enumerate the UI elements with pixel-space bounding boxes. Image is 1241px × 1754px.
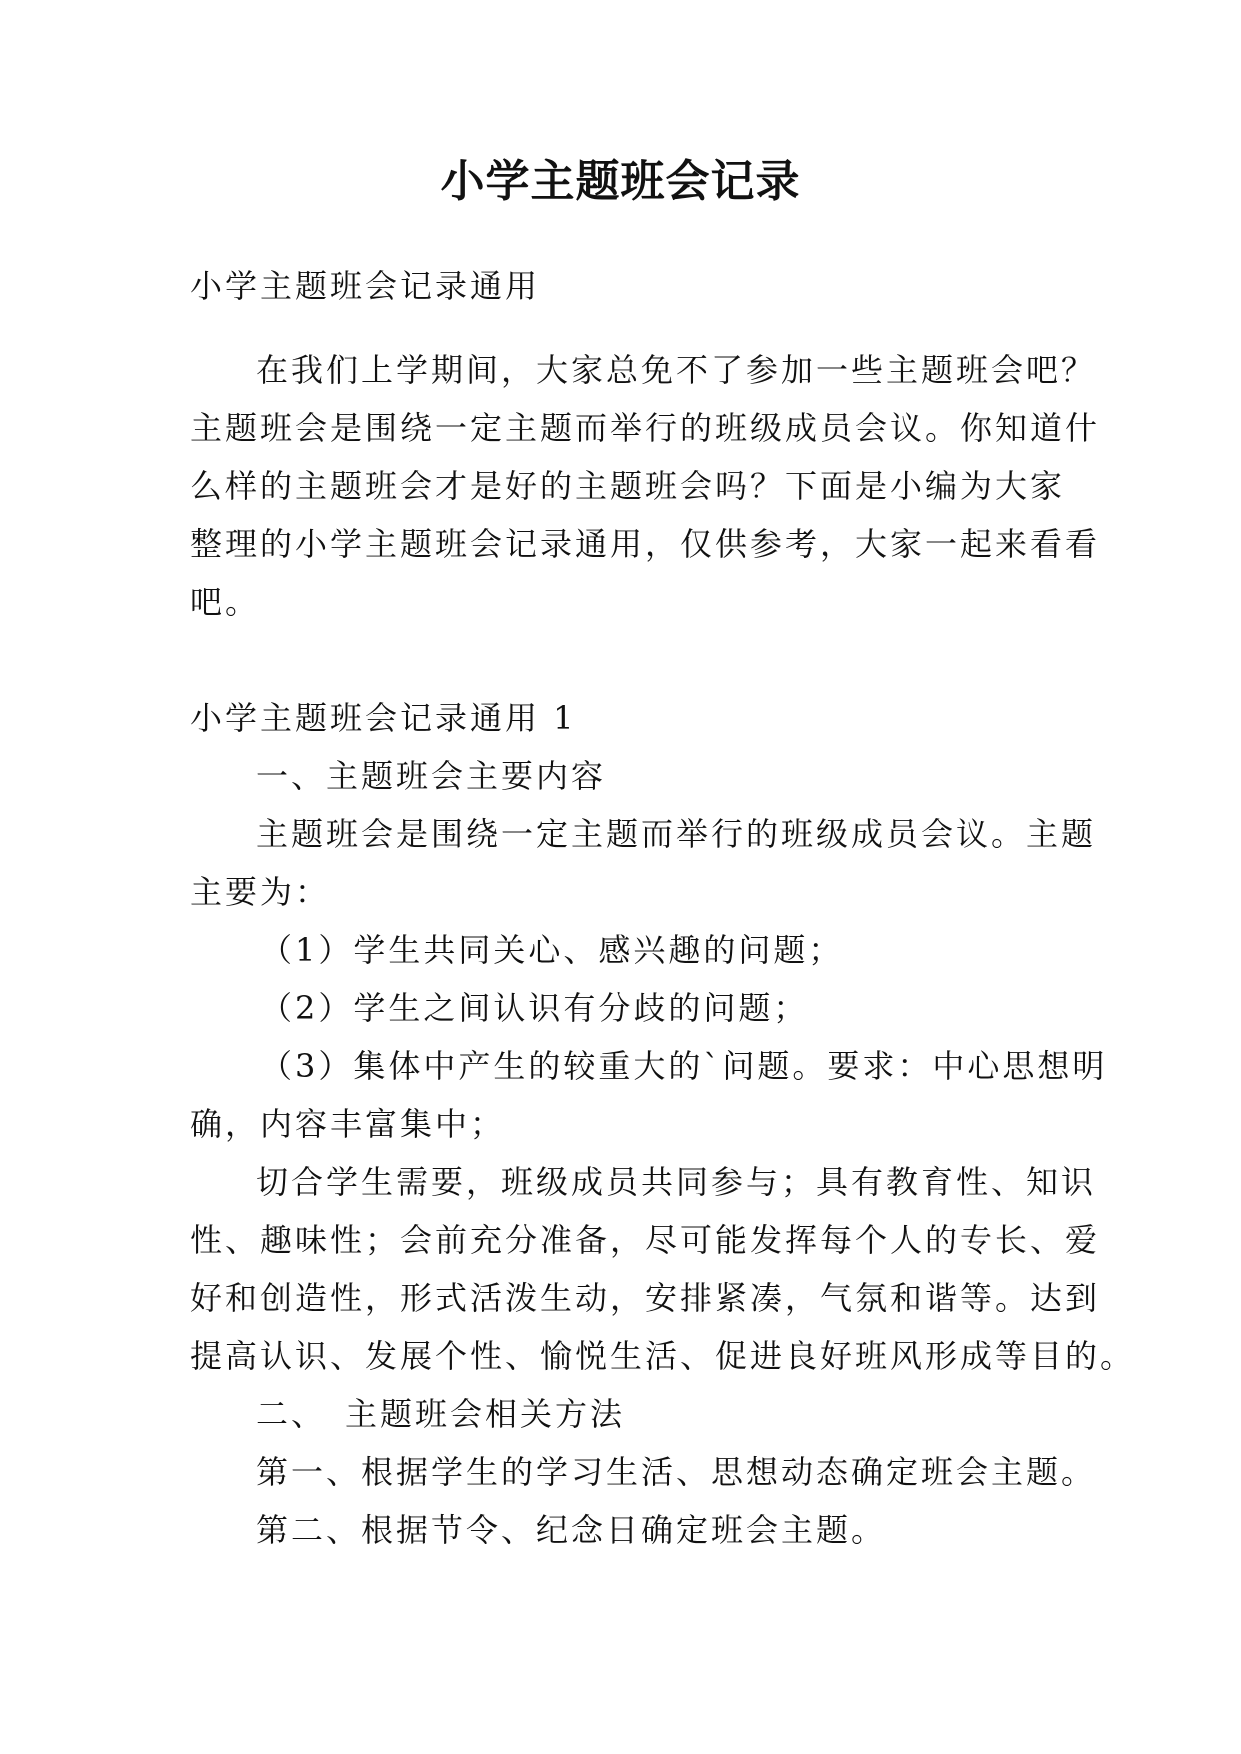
section-line-12: 二、 主题班会相关方法 [256,1395,626,1433]
intro-line-1: 在我们上学期间，大家总免不了参加一些主题班会吧？ [256,351,1097,389]
section-line-14: 第二、根据节令、纪念日确定班会主题。 [256,1511,887,1549]
section-line-9: 性、趣味性；会前充分准备，尽可能发挥每个人的专长、爱 [190,1221,1101,1259]
document-subtitle: 小学主题班会记录通用 [190,267,541,305]
section-line-3: 主要为： [190,873,331,911]
section-line-8: 切合学生需要，班级成员共同参与；具有教育性、知识 [256,1163,1097,1201]
intro-line-5: 吧。 [190,583,261,621]
section-line-5: （2）学生之间认识有分歧的问题； [260,989,809,1027]
intro-line-4: 整理的小学主题班会记录通用，仅供参考，大家一起来看看 [190,525,1101,563]
section-heading: 小学主题班会记录通用 1 [190,699,577,737]
section-line-4: （1）学生共同关心、感兴趣的问题； [260,931,844,969]
intro-line-2: 主题班会是围绕一定主题而举行的班级成员会议。你知道什 [190,409,1101,447]
section-line-11: 提高认识、发展个性、愉悦生活、促进良好班风形成等目的。 [190,1337,1136,1375]
section-line-2: 主题班会是围绕一定主题而举行的班级成员会议。主题 [256,815,1097,853]
document-title: 小学主题班会记录 [440,156,801,207]
section-line-13: 第一、根据学生的学习生活、思想动态确定班会主题。 [256,1453,1097,1491]
section-line-7: 确，内容丰富集中； [190,1105,506,1143]
intro-line-3: 么样的主题班会才是好的主题班会吗？下面是小编为大家 [190,467,1066,505]
section-line-1: 一、主题班会主要内容 [256,757,607,795]
section-line-10: 好和创造性，形式活泼生动，安排紧凑，气氛和谐等。达到 [190,1279,1101,1317]
section-line-6: （3）集体中产生的较重大的`问题。要求：中心思想明 [260,1047,1108,1085]
